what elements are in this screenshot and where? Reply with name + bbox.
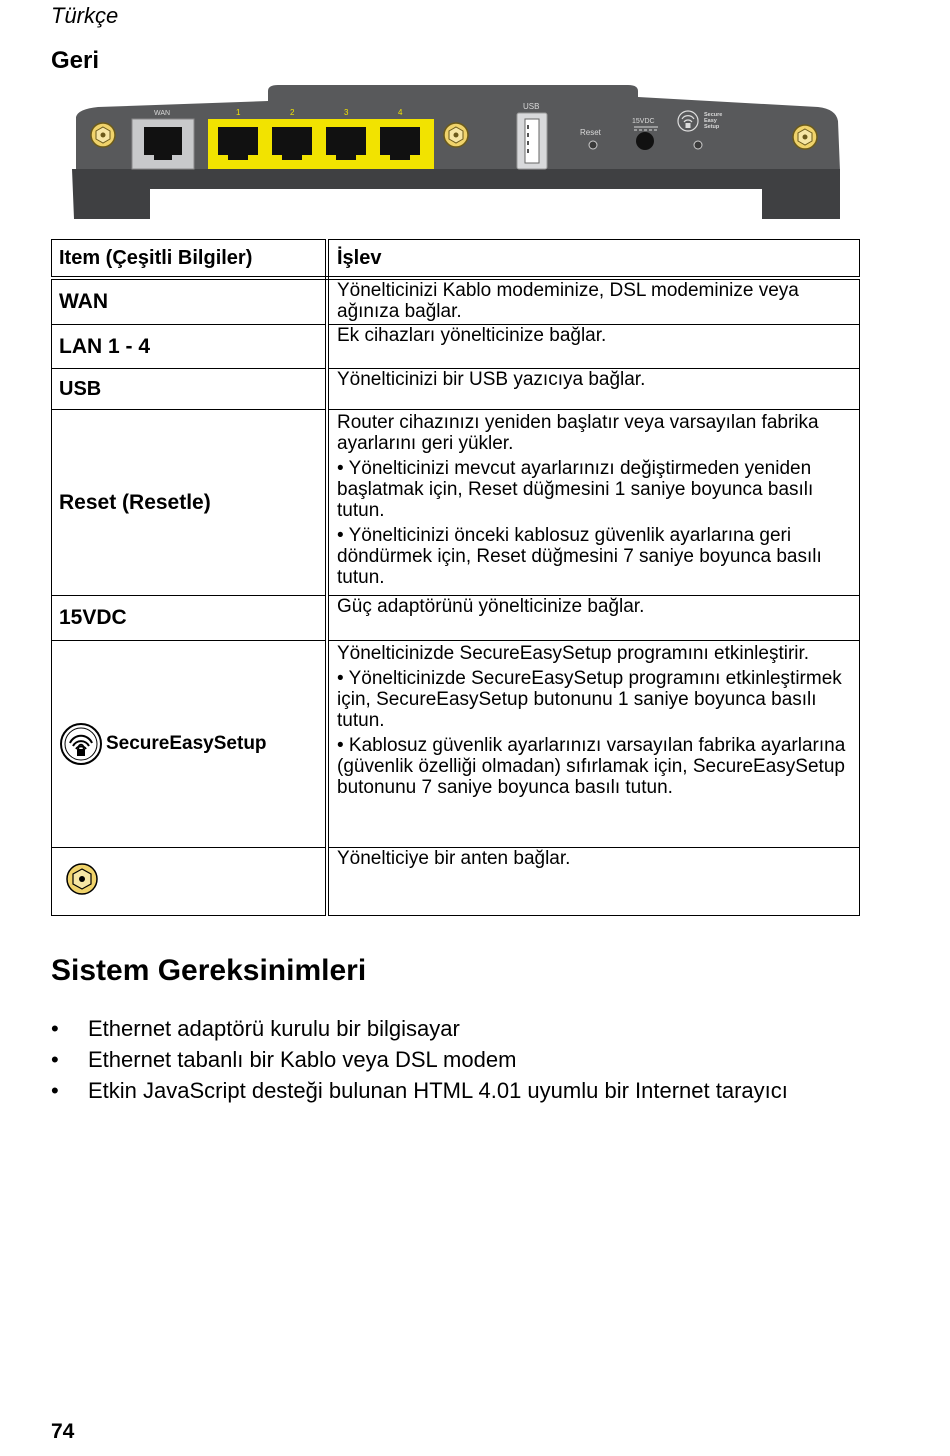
requirements-list: [51, 1015, 788, 1108]
requirement-text: Ethernet adaptörü kurulu bir bilgisayar: [88, 1016, 460, 1041]
function-text: Güç adaptörünü yönelticinize bağlar.: [337, 596, 645, 617]
function-text: Yönelticinizde SecureEasySetup programını etkinleştirir.: [337, 643, 810, 664]
list-item: [51, 1046, 788, 1077]
item-lan: LAN 1 - 4: [59, 334, 151, 358]
function-bullet: • Yönelticinizi önceki kablosuz güvenlik ayarlarına geri döndürmek için, Reset düğmesini 7 saniye boyunca basılı tutun.: [337, 525, 822, 588]
function-text: Yönelticinizi Kablo modeminize, DSL modeminize veya ağınıza bağlar.: [337, 280, 799, 322]
col-header-item: Item (Çeşitli Bilgiler): [52, 240, 328, 279]
antenna-connector-right-icon: [793, 125, 817, 149]
bullet-icon: •: [51, 1047, 59, 1072]
requirement-text: Etkin JavaScript desteği bulunan HTML 4.01 uyumlu bir Internet tarayıcı: [88, 1078, 788, 1103]
ses-label-line-1: Secure: [704, 112, 723, 118]
function-bullet: • Yönelticinizi mevcut ayarlarınızı değiştirmeden yeniden başlatmak için, Reset düğmesini 1 saniye boyunca basılı tutun.: [337, 458, 814, 521]
function-text: Yönelticinizi bir USB yazıcıya bağlar.: [337, 369, 646, 390]
function-text: Ek cihazları yönelticinize bağlar.: [337, 325, 607, 346]
item-wan: WAN: [59, 290, 108, 313]
list-item: [51, 1077, 788, 1108]
table-row: [52, 641, 860, 848]
antenna-connector-middle-icon: [444, 123, 468, 147]
bullet-icon: •: [51, 1016, 59, 1041]
wan-port-label: WAN: [154, 110, 171, 117]
section-title: Geri: [51, 47, 100, 74]
router-base: [72, 169, 840, 219]
language-label: Türkçe: [51, 3, 119, 28]
ses-label-line-3: Setup: [704, 124, 720, 130]
secure-easy-setup-icon: [59, 722, 103, 766]
system-requirements-title: Sistem Gereksinimleri: [51, 954, 367, 987]
function-text: Router cihazınızı yeniden başlatır veya varsayılan fabrika ayarlarını geri yükler.: [337, 412, 819, 454]
power-port-label: 15VDC: [632, 118, 655, 125]
lan-port-label-1: 1: [236, 108, 241, 117]
table-row: [52, 596, 860, 641]
item-secure-easy-setup: SecureEasySetup: [106, 733, 267, 754]
page-number: 74: [51, 1420, 75, 1443]
list-item: [51, 1015, 788, 1046]
secure-easy-setup-logo-icon: [678, 111, 698, 131]
ses-label-line-2: Easy: [704, 118, 717, 124]
item-reset: Reset (Resetle): [59, 490, 211, 514]
lan-port-label-3: 3: [344, 108, 349, 117]
secure-easy-setup-button: [694, 141, 702, 149]
item-15vdc: 15VDC: [59, 606, 127, 629]
function-bullet: • Kablosuz güvenlik ayarlarınızı varsayılan fabrika ayarlarına (güvenlik özelliği olmadan) sıfırlamak için, SecureEasySetup butonunu 7 saniye boyunca basılı tutun.: [337, 735, 846, 798]
col-header-function: İşlev: [327, 240, 860, 279]
function-text: Yönelticiye bir anten bağlar.: [337, 848, 571, 869]
power-port: [636, 132, 654, 150]
table-row: [52, 848, 860, 916]
antenna-connector-icon: [64, 861, 100, 897]
reset-button-label: Reset: [580, 128, 601, 137]
port-functions-table: [51, 239, 860, 916]
table-row: [52, 325, 860, 369]
function-bullet: • Yönelticinizde SecureEasySetup programını etkinleştirmek için, SecureEasySetup butonunu 1 saniye boyunca basılı tutun.: [337, 668, 842, 731]
bullet-icon: •: [51, 1078, 59, 1103]
usb-port-label: USB: [523, 102, 540, 111]
antenna-connector-left-icon: [91, 123, 115, 147]
router-back-panel-illustration: [68, 85, 843, 225]
table-row: [52, 410, 860, 596]
lan-port-label-2: 2: [290, 108, 295, 117]
table-header-row: [52, 240, 860, 279]
requirement-text: Ethernet tabanlı bir Kablo veya DSL modem: [88, 1047, 517, 1072]
reset-button: [589, 141, 597, 149]
lan-port-label-4: 4: [398, 108, 403, 117]
table-row: [52, 278, 860, 325]
table-row: [52, 369, 860, 410]
item-usb: USB: [59, 377, 102, 400]
